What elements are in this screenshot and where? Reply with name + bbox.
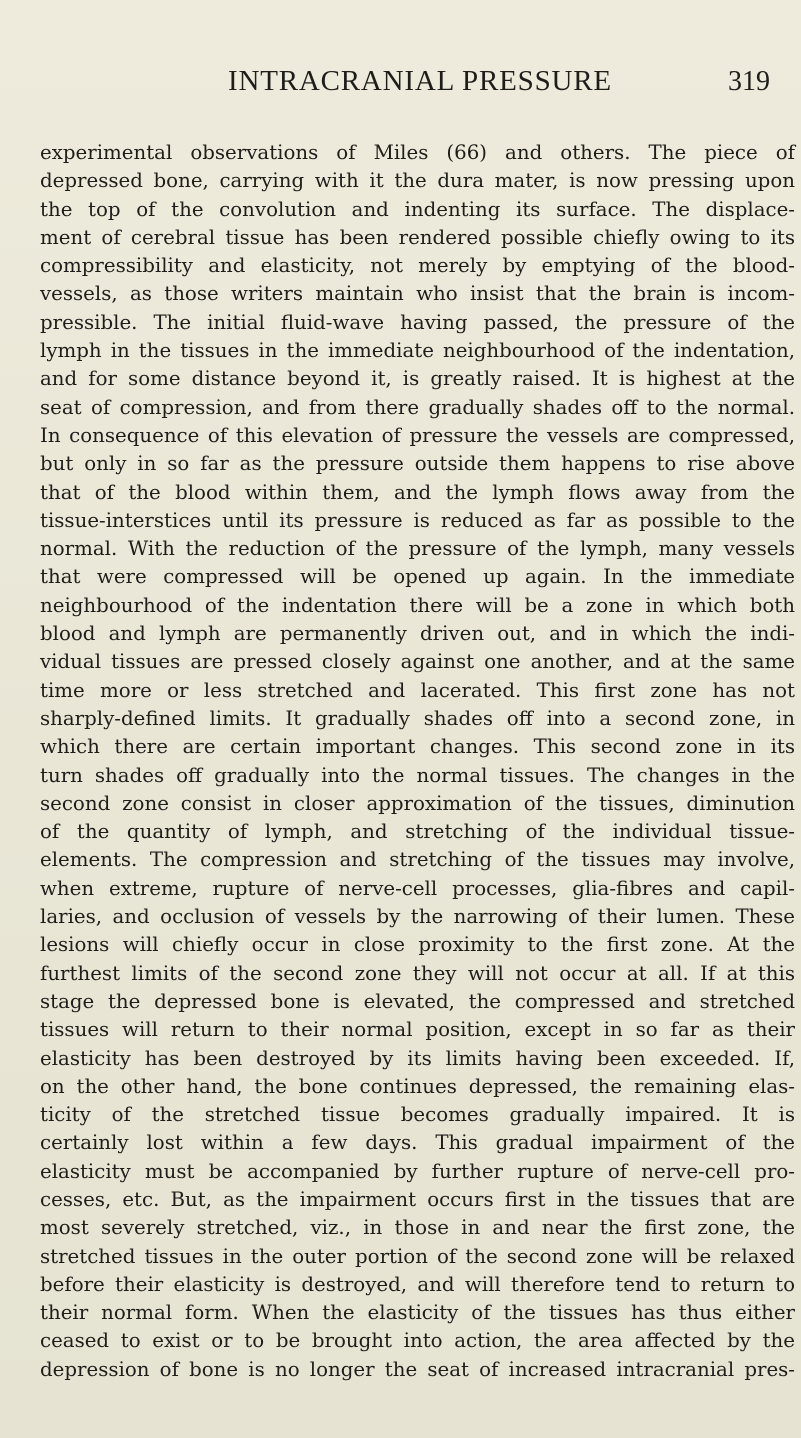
body-paragraph [40, 139, 795, 1384]
text-line: normal. With the reduction of the pressure of the lymph, many vessels [40, 537, 795, 561]
text-line: neighbourhood of the indentation there will be a zone in which both [40, 593, 795, 617]
text-line: their normal form. When the elasticity of the tissues has thus either [40, 1301, 795, 1325]
text-line: experimental observations of Miles (66) and others. The piece of [40, 141, 795, 164]
text-line: lymph in the tissues in the immediate neighbourhood of the indentation, [40, 339, 795, 363]
text-line: sharply-defined limits. It gradually shades off into a second zone, in [40, 706, 795, 730]
text-line: but only in so far as the pressure outside them happens to rise above [40, 452, 795, 476]
text-line: tissues will return to their normal position, except in so far as their [40, 1018, 795, 1042]
text-line: seat of compression, and from there gradually shades off to the normal. [40, 395, 795, 419]
text-line: vidual tissues are pressed closely against one another, and at the same [40, 650, 795, 674]
text-line: elasticity must be accompanied by further rupture of nerve-cell pro- [40, 1159, 795, 1183]
text-line: certainly lost within a few days. This gradual impairment of the [40, 1131, 795, 1155]
text-line: blood and lymph are permanently driven out, and in which the indi- [40, 622, 795, 646]
text-line: furthest limits of the second zone they will not occur at all. If at this [40, 961, 795, 985]
text-line: that were compressed will be opened up again. In the immediate [40, 565, 795, 589]
text-line: pressible. The initial fluid-wave having passed, the pressure of the [40, 310, 795, 334]
text-line: second zone consist in closer approximation of the tissues, diminution [40, 791, 795, 815]
text-line: and for some distance beyond it, is greatly raised. It is highest at the [40, 367, 795, 391]
text-line: time more or less stretched and lacerated. This first zone has not [40, 678, 795, 702]
text-line: vessels, as those writers maintain who insist that the brain is incom- [40, 282, 795, 306]
text-line: of the quantity of lymph, and stretching of the individual tissue- [40, 820, 795, 844]
text-line: cesses, etc. But, as the impairment occurs first in the tissues that are [40, 1187, 795, 1211]
text-line: laries, and occlusion of vessels by the narrowing of their lumen. These [40, 905, 795, 929]
running-head: INTRACRANIAL PRESSURE [228, 65, 612, 97]
text-line: depression of bone is no longer the seat of increased intracranial pres- [40, 1357, 795, 1381]
text-line: lesions will chiefly occur in close proximity to the first zone. At the [40, 933, 795, 957]
text-line: the top of the convolution and indenting its surface. The displace- [40, 197, 795, 221]
text-line: compressibility and elasticity, not merely by emptying of the blood- [40, 254, 795, 278]
text-line: depressed bone, carrying with it the dura mater, is now pressing upon [40, 169, 795, 193]
text-line: ceased to exist or to be brought into action, the area affected by the [40, 1329, 795, 1353]
text-line: tissue-interstices until its pressure is reduced as far as possible to the [40, 508, 795, 532]
text-line: elements. The compression and stretching of the tissues may involve, [40, 848, 795, 872]
text-line: ment of cerebral tissue has been rendered possible chiefly owing to its [40, 225, 795, 249]
text-line: stage the depressed bone is elevated, the compressed and stretched [40, 989, 795, 1013]
text-line: turn shades off gradually into the normal tissues. The changes in the [40, 763, 795, 787]
text-line: In consequence of this elevation of pressure the vessels are compressed, [40, 423, 795, 447]
text-line: which there are certain important changes. This second zone in its [40, 735, 795, 759]
text-line: most severely stretched, viz., in those in and near the first zone, the [40, 1216, 795, 1240]
text-line: that of the blood within them, and the lymph flows away from the [40, 480, 795, 504]
text-line: elasticity has been destroyed by its limits having been exceeded. If, [40, 1046, 795, 1070]
text-line: stretched tissues in the outer portion of the second zone will be relaxed [40, 1244, 795, 1268]
page-number: 319 [728, 66, 770, 97]
text-line: ticity of the stretched tissue becomes gradually impaired. It is [40, 1103, 795, 1127]
text-line: when extreme, rupture of nerve-cell processes, glia-fibres and capil- [40, 876, 795, 900]
text-line: before their elasticity is destroyed, and will therefore tend to return to [40, 1272, 795, 1296]
text-line: on the other hand, the bone continues depressed, the remaining elas- [40, 1074, 795, 1098]
